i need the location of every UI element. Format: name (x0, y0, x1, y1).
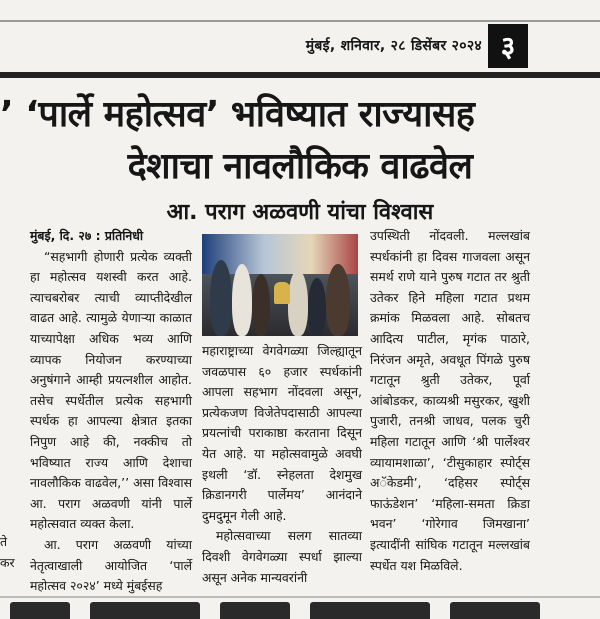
article-column-2 (202, 341, 362, 588)
bottom-rule (0, 596, 600, 598)
person-figure (288, 270, 308, 336)
subheadline: आ. पराग अळवणी यांचा विश्वास (166, 200, 434, 225)
paragraph: उपस्थिती नोंदवली. मल्लखांब स्पर्धकांनी हा दिवस गाजवला असून समर्थ राणे याने पुरुष गटात तर श्रुती उतेकर हिने महिला गटात प्रथम क्रमांक मिळवला आहे. सोबतच आदित्य पाटील, मृगंक पाठारे, निरंजन अमृते, अवधूत पिंगळे पुरुष गटातून श्रुती उतेकर, पूर्वा आंबोडकर, काव्यश्री मसुरकर, खुशी पुजारी, तनश्री जाधव, पलक चुरी महिला गटातून आणि ‘श्री पार्लेश्वर व्यायामशाळा’, ‘टीसुकाहार स्पोर्ट्स अॅकेडमी’, ‘दहिसर स्पोर्ट्स फाऊंडेशन’ ‘महिला-समता क्रिडा भवन’ ‘गोरेगाव जिमखाना’ इत्यादींनी सांघिक गटातून मल्लखांब स्पर्धेत यश मिळविले. (370, 228, 530, 573)
group-photo-image (202, 234, 358, 336)
page-number: ३ (488, 24, 528, 68)
article-column-1 (30, 226, 192, 597)
paragraph: “सहभागी होणारी प्रत्येक व्यक्ती हा महोत्सव यशस्वी करत आहे. त्याचबरोबर त्याची व्याप्तीदेखील वाढत आहे. त्यामुळे येणाऱ्या काळात याच्यापेक्षा अधिक भव्य आणि व्यापक नियोजन करण्याच्या अनुषंगाने आम्ही प्रयत्नशील आहोत. तसेच स्पर्धेतील प्रत्येक सहभागी स्पर्धक हा आपल्या क्षेत्रात इतका निपुण आहे की, नक्कीच तो भविष्यात राज्य आणि देशाचा नावलौकिक वाढवेल,’’ असा विश्वास आ. पराग अळवणी यांनी पार्ले महोत्सवात व्यक्त केला. (30, 248, 192, 532)
adjacent-column-fragment: ते (0, 534, 8, 549)
trophy-icon (274, 282, 290, 304)
person-figure (232, 264, 252, 336)
masthead-underline (0, 72, 600, 78)
paragraph: आ. पराग अळवणी यांच्या नेतृत्वाखाली आयोजित ‘पार्ले महोत्सव २०२४’ मध्ये मुंबईसह (30, 536, 192, 594)
adjacent-column-fragment: कर (0, 555, 15, 570)
person-figure (308, 278, 326, 336)
paragraph: महोत्सवाच्या सलग सातव्या दिवशी वेगवेगळ्या स्पर्धा झाल्या असून अनेक मान्यवरांनी (202, 528, 362, 585)
paragraph: महाराष्ट्राच्या वेगवेगळ्या जिल्ह्यातून जवळपास ६० हजार स्पर्धकांनी आपला सहभाग नोंदवला असून, प्रत्येकजण विजेतेपदासाठी आपल्या प्रयत्नांची पराकाष्ठा करताना दिसून येत आहे. या महोत्सवामुळे अवघी इथली ‘डॉ. स्नेहलता देशमुख क्रिडानगरी पार्लेमय’ आनंदाने दुमदुमून गेली आहे. (202, 343, 362, 523)
dateline: मुंबई, दि. २७ : प्रतिनिधी (30, 228, 144, 243)
person-figure (210, 260, 232, 336)
person-figure (252, 274, 270, 336)
headline-line-2: देशाचा नावलौकिक वाढवेल (127, 146, 473, 187)
headline-line-1: ’ ‘पार्ले महोत्सव’ भविष्यात राज्यासह (0, 94, 475, 135)
person-figure (326, 264, 350, 336)
article-column-3 (370, 226, 530, 576)
next-headline-fragment (0, 600, 600, 619)
masthead-date: मुंबई, शनिवार, २८ डिसेंबर २०२४ (305, 38, 482, 54)
masthead-rule (0, 20, 600, 22)
